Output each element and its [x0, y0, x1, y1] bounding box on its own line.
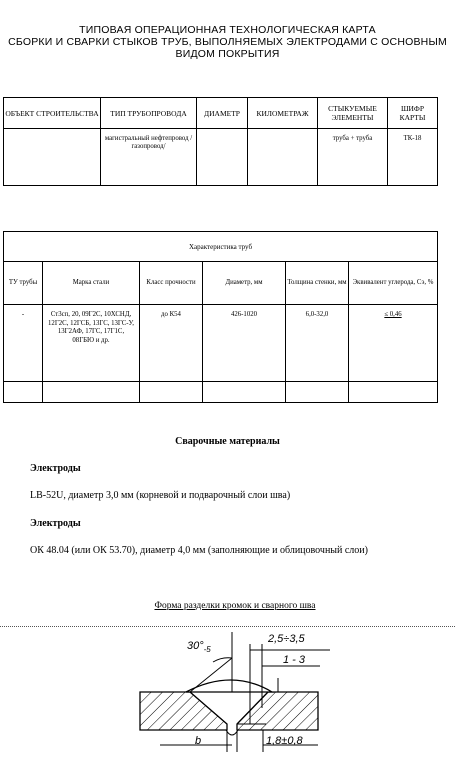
- weld-crown: [186, 680, 272, 692]
- cell-pipe-diameter: 426-1020: [203, 305, 286, 382]
- weld-joint-drawing: [0, 628, 455, 761]
- pipe-characteristics-table: [3, 231, 438, 403]
- cell-carbon-equivalent: ≤ 0,46: [349, 305, 438, 382]
- title-line-1: ТИПОВАЯ ОПЕРАЦИОННАЯ ТЕХНОЛОГИЧЕСКАЯ КАРТА: [79, 24, 376, 36]
- electrodes-text-2: ОК 48.04 (или ОК 53.70), диаметр 4,0 мм (заполняющие и облицовочный слои): [30, 545, 368, 556]
- header-tu: ТУ трубы: [4, 262, 43, 305]
- header-elements: СТЫКУЕМЫЕ ЭЛЕМЕНТЫ: [318, 98, 388, 129]
- cell-elements: труба + труба: [318, 129, 388, 186]
- cell-strength-class: до К54: [140, 305, 203, 382]
- title-line-3: ВИДОМ ПОКРЫТИЯ: [175, 48, 280, 60]
- root-bead: [226, 730, 238, 735]
- document-title: [0, 24, 455, 60]
- cell-diameter: [197, 129, 248, 186]
- electrodes-text-1: LB-52U, диаметр 3,0 мм (корневой и подварочный слои шва): [30, 490, 291, 501]
- joint-form-title: Форма разделки кромок и сварного шва: [154, 601, 316, 611]
- cell-object: [4, 129, 101, 186]
- header-strength-class: Класс прочности: [140, 262, 203, 305]
- layers-dimension: 1 - 3: [283, 654, 306, 666]
- object-table: [3, 97, 438, 186]
- pipe-table-title: Характеристика труб: [4, 232, 438, 262]
- header-diameter: ДИАМЕТР: [197, 98, 248, 129]
- left-plate: [140, 692, 227, 730]
- title-line-2: СБОРКИ И СВАРКИ СТЫКОВ ТРУБ, ВЫПОЛНЯЕМЫХ ЭЛЕКТРОДАМИ С ОСНОВНЫМ: [8, 36, 447, 48]
- root-dimension: 1,8±0,8: [266, 735, 303, 747]
- header-object: ОБЪЕКТ СТРОИТЕЛЬСТВА: [4, 98, 101, 129]
- electrodes-label-1: Электроды: [30, 463, 81, 474]
- electrodes-label-2: Электроды: [30, 518, 81, 529]
- header-steel-grade: Марка стали: [43, 262, 140, 305]
- header-card-code: ШИФР КАРТЫ: [388, 98, 438, 129]
- header-pipe-diameter: Диаметр, мм: [203, 262, 286, 305]
- divider: [0, 626, 455, 627]
- cell-tu: -: [4, 305, 43, 382]
- cell-wall-thickness: 6,0-32,0: [286, 305, 349, 382]
- cell-card-code: ТК-18: [388, 129, 438, 186]
- table-row: [4, 305, 438, 382]
- table-row: [4, 129, 438, 186]
- table-row-empty: [4, 382, 438, 403]
- cell-km: [248, 129, 318, 186]
- materials-title: Сварочные материалы: [175, 436, 280, 447]
- header-carbon-equivalent: Эквивалент углерода, Сэ, %: [349, 262, 438, 305]
- cell-pipeline-type: магистральный нефтепровод /газопровод/: [101, 129, 197, 186]
- header-wall-thickness: Толщина стенки, мм: [286, 262, 349, 305]
- cell-steel-grade: Ст3сп, 20, 09Г2С, 10ХСНД, 12Г2С, 12ГСБ, 13ГС, 13ГС-У, 13Г2АФ, 17ГС, 17Г1С, 08ГБЮ и др.: [43, 305, 140, 382]
- header-pipeline-type: ТИП ТРУБОПРОВОДА: [101, 98, 197, 129]
- b-dimension: b: [195, 735, 202, 747]
- header-km: КИЛОМЕТРАЖ: [248, 98, 318, 129]
- angle-label: $30^\circ_{-5}$: [187, 640, 211, 655]
- gap-dimension: 2,5÷3,5: [268, 633, 305, 645]
